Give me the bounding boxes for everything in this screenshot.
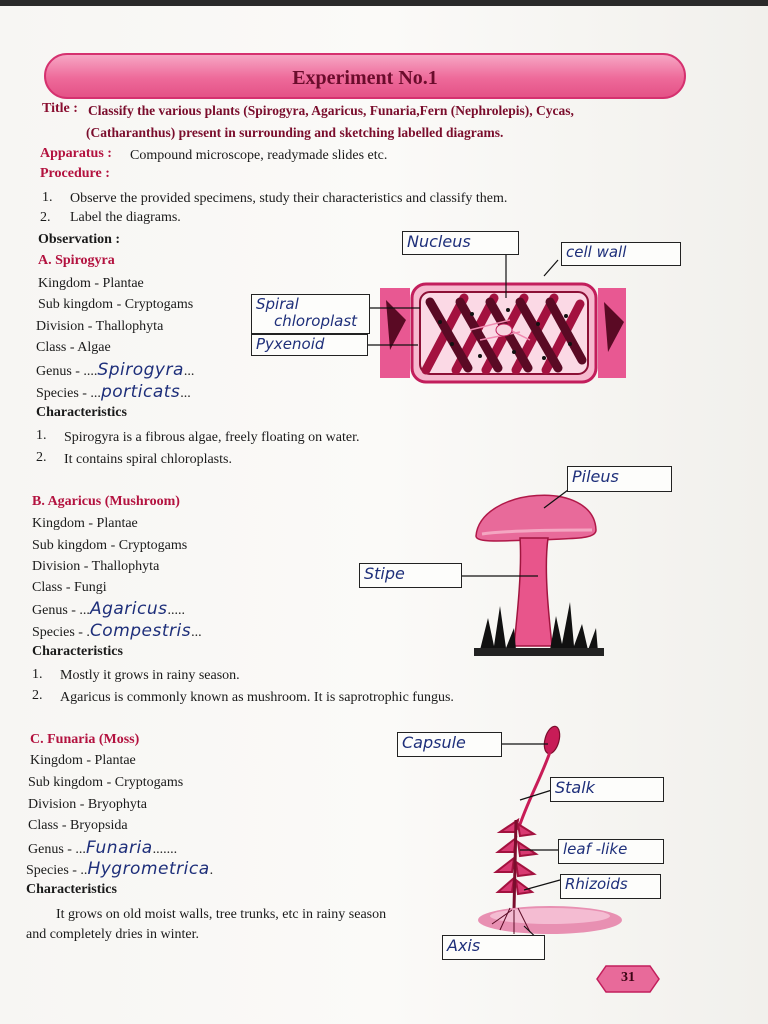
funaria-genus xyxy=(28,838,177,859)
genus-tail: ....... xyxy=(152,842,178,857)
genus-value: Spirogyra xyxy=(97,360,184,380)
funaria-char-line2: and completely dries in winter. xyxy=(26,927,200,942)
funaria-class: Class - Bryopsida xyxy=(28,818,128,833)
label-leaf-like: leaf -like xyxy=(558,839,664,864)
procedure-step-text: Observe the provided specimens, study their characteristics and classify them. xyxy=(70,191,508,206)
spirogyra-kingdom: Kingdom - Plantae xyxy=(38,276,144,291)
species-value: Hygrometrica xyxy=(87,859,210,879)
label-stipe: Stipe xyxy=(359,563,462,588)
apparatus-label: Apparatus : xyxy=(40,146,112,161)
char-num: 1. xyxy=(36,428,47,443)
species-value: porticats xyxy=(100,382,181,402)
genus-value: Agaricus xyxy=(89,599,168,619)
spirogyra-genus xyxy=(36,360,194,381)
spirogyra-subkingdom: Sub kingdom - Cryptogams xyxy=(38,297,194,312)
genus-value: Funaria xyxy=(85,838,153,858)
spirogyra-leaders xyxy=(360,250,560,360)
funaria-kingdom: Kingdom - Plantae xyxy=(30,753,136,768)
genus-label: Genus - .... xyxy=(36,364,98,379)
label-spiral-line2: chloroplast xyxy=(274,311,358,330)
species-tail: ... xyxy=(191,625,202,640)
apparatus-text: Compound microscope, readymade slides etc. xyxy=(130,148,388,163)
experiment-banner xyxy=(44,53,686,99)
label-rhizoids: Rhizoids xyxy=(560,874,661,899)
funaria-char-heading: Characteristics xyxy=(26,882,117,897)
genus-tail: ..... xyxy=(167,603,185,618)
procedure-step-num: 2. xyxy=(40,210,51,225)
genus-label: Genus - ... xyxy=(28,842,86,857)
agaricus-kingdom: Kingdom - Plantae xyxy=(32,516,138,531)
species-value: Compestris xyxy=(89,621,192,641)
title-line2: (Catharanthus) present in surrounding and sketching labelled diagrams. xyxy=(86,125,504,140)
agaricus-char-heading: Characteristics xyxy=(32,644,123,659)
agaricus-species xyxy=(32,621,202,642)
mushroom-leaders xyxy=(460,488,580,588)
funaria-char-line1: It grows on old moist walls, tree trunks, etc in rainy season xyxy=(56,907,387,922)
label-cell-wall: cell wall xyxy=(561,242,681,266)
page-number: 31 xyxy=(621,970,635,985)
funaria-subkingdom: Sub kingdom - Cryptogams xyxy=(28,775,184,790)
label-pileus: Pileus xyxy=(567,466,672,492)
agaricus-heading: B. Agaricus (Mushroom) xyxy=(32,494,180,509)
char-text: Agaricus is commonly known as mushroom. It is saprotrophic fungus. xyxy=(60,690,454,705)
page-top-edge xyxy=(0,0,768,6)
label-spiral-line1: Spiral xyxy=(256,295,299,313)
agaricus-subkingdom: Sub kingdom - Cryptogams xyxy=(32,538,188,553)
char-num: 2. xyxy=(36,450,47,465)
label-spiral-chloroplast xyxy=(251,294,370,334)
label-pyrenoid: Pyxenoid xyxy=(251,334,368,356)
spirogyra-division: Division - Thallophyta xyxy=(36,319,164,334)
species-tail: ... xyxy=(180,386,191,401)
species-label: Species - .. xyxy=(26,863,88,878)
char-num: 1. xyxy=(32,667,43,682)
experiment-title: Experiment No.1 xyxy=(292,67,438,89)
title-label: Title : xyxy=(42,101,78,116)
procedure-step-text: Label the diagrams. xyxy=(70,210,181,225)
funaria-heading: C. Funaria (Moss) xyxy=(30,732,140,747)
procedure-step-num: 1. xyxy=(42,190,53,205)
spirogyra-heading: A. Spirogyra xyxy=(38,253,115,268)
observation-label: Observation : xyxy=(38,232,121,247)
species-label: Species - . xyxy=(32,625,90,640)
funaria-species xyxy=(26,859,213,880)
label-nucleus: Nucleus xyxy=(402,231,519,255)
agaricus-division: Division - Thallophyta xyxy=(32,559,160,574)
title-line1: Classify the various plants (Spirogyra, Agaricus, Funaria,Fern (Nephrolepis), Cycas, xyxy=(88,103,574,118)
char-text: It contains spiral chloroplasts. xyxy=(64,452,232,467)
genus-label: Genus - ... xyxy=(32,603,90,618)
agaricus-class: Class - Fungi xyxy=(32,580,107,595)
agaricus-genus xyxy=(32,599,185,620)
label-stalk: Stalk xyxy=(550,777,664,802)
char-text: Mostly it grows in rainy season. xyxy=(60,668,240,683)
moss-leaders xyxy=(480,730,570,950)
spirogyra-class: Class - Algae xyxy=(36,340,111,355)
spirogyra-species xyxy=(36,382,191,403)
funaria-division: Division - Bryophyta xyxy=(28,797,147,812)
label-capsule: Capsule xyxy=(397,732,502,757)
procedure-label: Procedure : xyxy=(40,166,110,181)
label-axis: Axis xyxy=(442,935,545,960)
species-tail: . xyxy=(209,863,214,878)
char-num: 2. xyxy=(32,688,43,703)
genus-tail: ... xyxy=(183,364,195,379)
char-text: Spirogyra is a fibrous algae, freely floating on water. xyxy=(64,430,360,445)
species-label: Species - ... xyxy=(36,386,101,401)
spirogyra-char-heading: Characteristics xyxy=(36,405,127,420)
